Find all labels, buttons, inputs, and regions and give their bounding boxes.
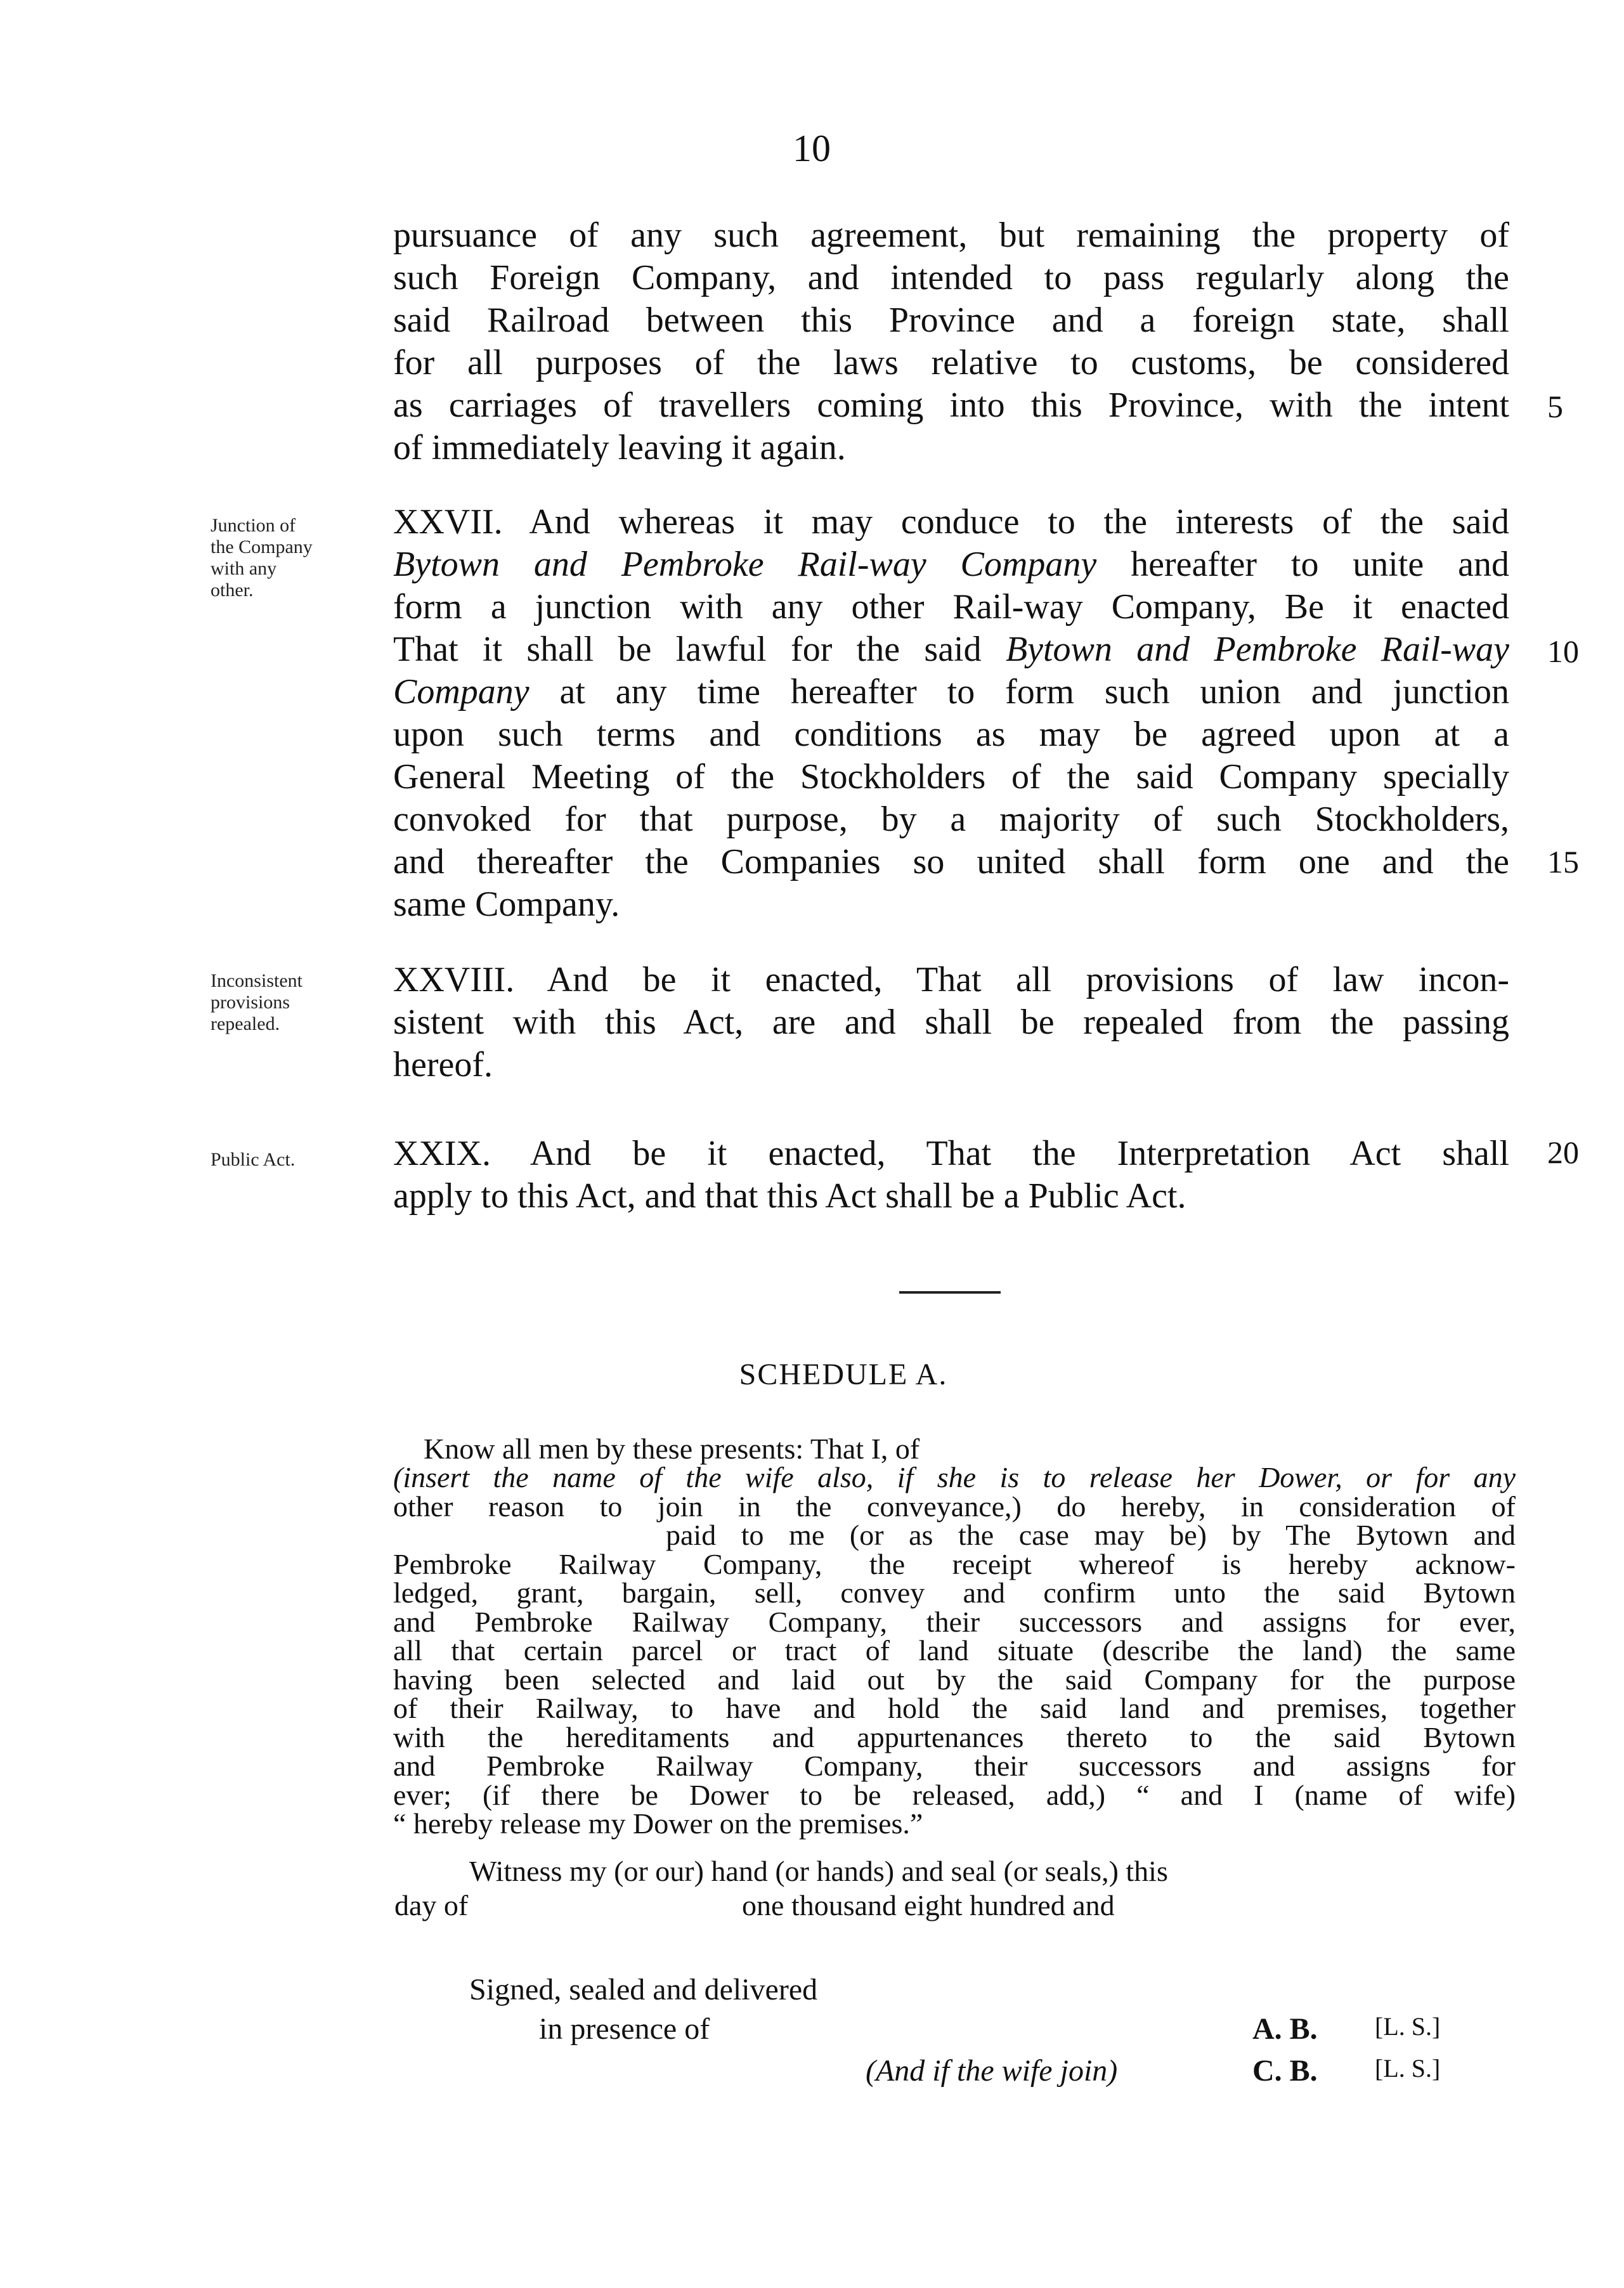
section-28 bbox=[393, 959, 1509, 1092]
company-name: Bytown and Pembroke Rail-way Company bbox=[393, 545, 1097, 584]
section-27 bbox=[393, 501, 1509, 932]
text-line: form a junction with any other Rail-way Company, Be it enacted bbox=[393, 587, 1509, 627]
text-line: of their Railway, to have and hold the said land and premises, together bbox=[393, 1692, 1516, 1724]
text-line: “ hereby release my Dower on the premises.” bbox=[393, 1807, 923, 1840]
margin-note-inconsistent: Inconsistent provisions repealed. bbox=[211, 970, 302, 1034]
margin-note-public-act: Public Act. bbox=[211, 1149, 296, 1170]
text-line: hereof. bbox=[393, 1045, 493, 1084]
text-line: other reason to join in the conveyance,) do hereby, in consideration of bbox=[393, 1490, 1516, 1523]
company-name: Company bbox=[393, 672, 529, 712]
witness-year-label: one thousand eight hundred and bbox=[742, 1889, 1115, 1921]
line-number: 20 bbox=[1547, 1134, 1579, 1170]
text-line: XXVII. And whereas it may conduce to the interests of the said bbox=[393, 502, 1509, 542]
signatory-ab: A. B. bbox=[1252, 2012, 1318, 2046]
section-29 bbox=[393, 1133, 1509, 1221]
text-line: apply to this Act, and that this Act shall be a Public Act. bbox=[393, 1176, 1186, 1216]
witness-day-label: day of bbox=[394, 1889, 469, 1921]
page-number: 10 bbox=[793, 127, 831, 169]
text-line: XXVIII. And be it enacted, That all provisions of law incon- bbox=[393, 960, 1509, 999]
witness-line: Witness my (or our) hand (or hands) and seal (or seals,) this bbox=[469, 1855, 1168, 1887]
text-line: sistent with this Act, are and shall be repealed from the passing bbox=[393, 1003, 1509, 1042]
schedule-title: SCHEDULE A. bbox=[739, 1358, 948, 1391]
seal-marker: [L. S.] bbox=[1375, 2054, 1441, 2083]
text-line: convoked for that purpose, by a majority of such Stockholders, bbox=[393, 800, 1509, 839]
text-line: ledged, grant, bargain, sell, convey and confirm unto the said Bytown bbox=[393, 1576, 1516, 1609]
text-line: such Foreign Company, and intended to pass regularly along the bbox=[393, 258, 1509, 297]
text-line: Know all men by these presents: That I, of bbox=[424, 1433, 920, 1465]
text-line: paid to me (or as the case may be) by The Bytown and bbox=[666, 1519, 1516, 1551]
text-line: as carriages of travellers coming into this Province, with the intent bbox=[393, 386, 1509, 425]
margin-note-junction: Junction of the Company with any other. bbox=[211, 515, 313, 601]
text-line: That it shall be lawful for the said Bytown and Pembroke Rail-way bbox=[393, 630, 1509, 669]
schedule-body bbox=[393, 1434, 1516, 1853]
text-line: (insert the name of the wife also, if she is to release her Dower, or for any bbox=[393, 1461, 1516, 1493]
witness-block bbox=[394, 1855, 1484, 1927]
line-number: 5 bbox=[1547, 389, 1563, 424]
text-line: upon such terms and conditions as may be agreed upon at a bbox=[393, 715, 1509, 754]
text-line: Company at any time hereafter to form such union and junction bbox=[393, 672, 1509, 712]
text-line: Bytown and Pembroke Rail-way Company hereafter to unite and bbox=[393, 545, 1510, 584]
company-name: Bytown and Pembroke Rail-way bbox=[1005, 630, 1509, 669]
text-line: having been selected and laid out by the said Company for the purpose bbox=[393, 1663, 1516, 1696]
presence-line: in presence of bbox=[539, 2012, 710, 2046]
signatory-cb: C. B. bbox=[1252, 2054, 1318, 2088]
text-line: for all purposes of the laws relative to customs, be considered bbox=[393, 343, 1509, 382]
signed-line: Signed, sealed and delivered bbox=[469, 1973, 818, 2006]
text-line: said Railroad between this Province and a foreign state, shall bbox=[393, 301, 1509, 340]
intro-paragraph bbox=[393, 214, 1509, 481]
text-line: Pembroke Railway Company, the receipt whereof is hereby acknow- bbox=[393, 1548, 1516, 1580]
text-line: XXIX. And be it enacted, That the Interpretation Act shall bbox=[393, 1134, 1509, 1173]
text-line: and Pembroke Railway Company, their successors and assigns for ever, bbox=[393, 1606, 1516, 1638]
text-line: ever; (if there be Dower to be released, add,) “ and I (name of wife) bbox=[393, 1779, 1516, 1811]
line-number: 15 bbox=[1547, 844, 1579, 880]
text-line: pursuance of any such agreement, but remaining the property of bbox=[393, 216, 1509, 255]
text-line: all that certain parcel or tract of land situate (describe the land) the same bbox=[393, 1634, 1516, 1667]
text-line: General Meeting of the Stockholders of the said Company specially bbox=[393, 757, 1509, 796]
text-line: same Company. bbox=[393, 885, 620, 924]
line-number: 10 bbox=[1547, 634, 1579, 669]
wife-join-label: (And if the wife join) bbox=[866, 2054, 1118, 2088]
text-line: and thereafter the Companies so united shall form one and the bbox=[393, 842, 1509, 881]
section-divider bbox=[899, 1291, 1001, 1294]
text-line: of immediately leaving it again. bbox=[393, 428, 846, 467]
text-line: with the hereditaments and appurtenances thereto to the said Bytown bbox=[393, 1721, 1516, 1753]
text-line: and Pembroke Railway Company, their successors and assigns for bbox=[393, 1750, 1516, 1782]
seal-marker: [L. S.] bbox=[1375, 2012, 1441, 2041]
